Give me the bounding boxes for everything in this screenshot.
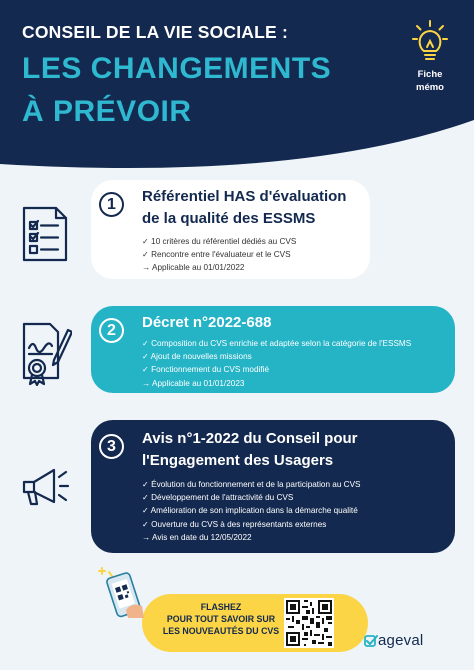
card-title-line2: de la qualité des ESSMS <box>142 210 316 227</box>
phone-qr-scan-icon <box>96 566 148 620</box>
ageval-logo: ageval <box>378 632 424 649</box>
card-title: Décret n°2022-688 <box>142 314 272 331</box>
megaphone-icon <box>20 462 74 510</box>
qr-cta-text <box>146 601 296 637</box>
list-item: ✓ Ouverture du CVS à des représentants externes <box>142 519 327 529</box>
checklist-icon <box>22 206 68 262</box>
card-number: 2 <box>99 318 124 343</box>
list-item: ✓ Évolution du fonctionnement et de la participation au CVS <box>142 480 361 489</box>
card-decree <box>91 306 455 393</box>
card-has-referential <box>91 180 370 279</box>
list-item: ✓ Fonctionnement du CVS modifié <box>142 365 270 375</box>
list-item: ✓ Rencontre entre l'évaluateur et le CVS <box>142 250 291 260</box>
card-item-list <box>142 478 361 544</box>
qr-cta-line1: FLASHEZ <box>200 602 242 612</box>
card-title-line2: l'Engagement des Usagers <box>142 452 334 469</box>
card-title-line1: Avis n°1-2022 du Conseil pour <box>142 430 358 447</box>
card-title <box>142 428 358 472</box>
header-subtitle-line2: À PRÉVOIR <box>22 95 192 128</box>
header-title: CONSEIL DE LA VIE SOCIALE : <box>22 22 288 42</box>
memo-badge-line2: mémo <box>416 82 444 93</box>
list-item: ✓ Amélioration de son implication dans la démarche qualité <box>142 506 358 516</box>
card-item-list <box>142 235 296 275</box>
list-item: ✓ Ajout de nouvelles missions <box>142 352 252 362</box>
card-number: 3 <box>99 434 124 459</box>
list-item: ✓ 10 critères du référentiel dédiés au CVS <box>142 237 297 246</box>
card-cneu-opinion <box>91 420 455 553</box>
ageval-check-logo-icon <box>364 634 378 648</box>
qr-code-icon[interactable] <box>284 598 334 648</box>
memo-badge-line1: Fiche <box>417 69 443 80</box>
list-item: → Applicable au 01/01/2022 <box>142 263 245 273</box>
list-item: ✓ Développement de l'attractivité du CVS <box>142 493 294 503</box>
qr-cta-line3: LES NOUVEAUTÉS DU CVS <box>162 626 280 636</box>
card-title <box>142 186 346 230</box>
header-subtitle-line1: LES CHANGEMENTS <box>22 52 332 85</box>
qr-cta-line2: POUR TOUT SAVOIR SUR <box>166 614 276 624</box>
list-item: ✓ Composition du CVS enrichie et adaptée selon la catégorie de l'ESSMS <box>142 339 412 348</box>
list-item: → Applicable au 01/01/2023 <box>142 378 245 388</box>
signed-certificate-icon <box>20 320 72 386</box>
card-item-list <box>142 337 411 390</box>
list-item: → Avis en date du 12/05/2022 <box>142 532 252 542</box>
card-title-line1: Référentiel HAS d'évaluation <box>142 188 347 205</box>
memo-badge <box>398 68 462 94</box>
light-bulb-icon <box>412 20 448 66</box>
card-number: 1 <box>99 192 124 217</box>
